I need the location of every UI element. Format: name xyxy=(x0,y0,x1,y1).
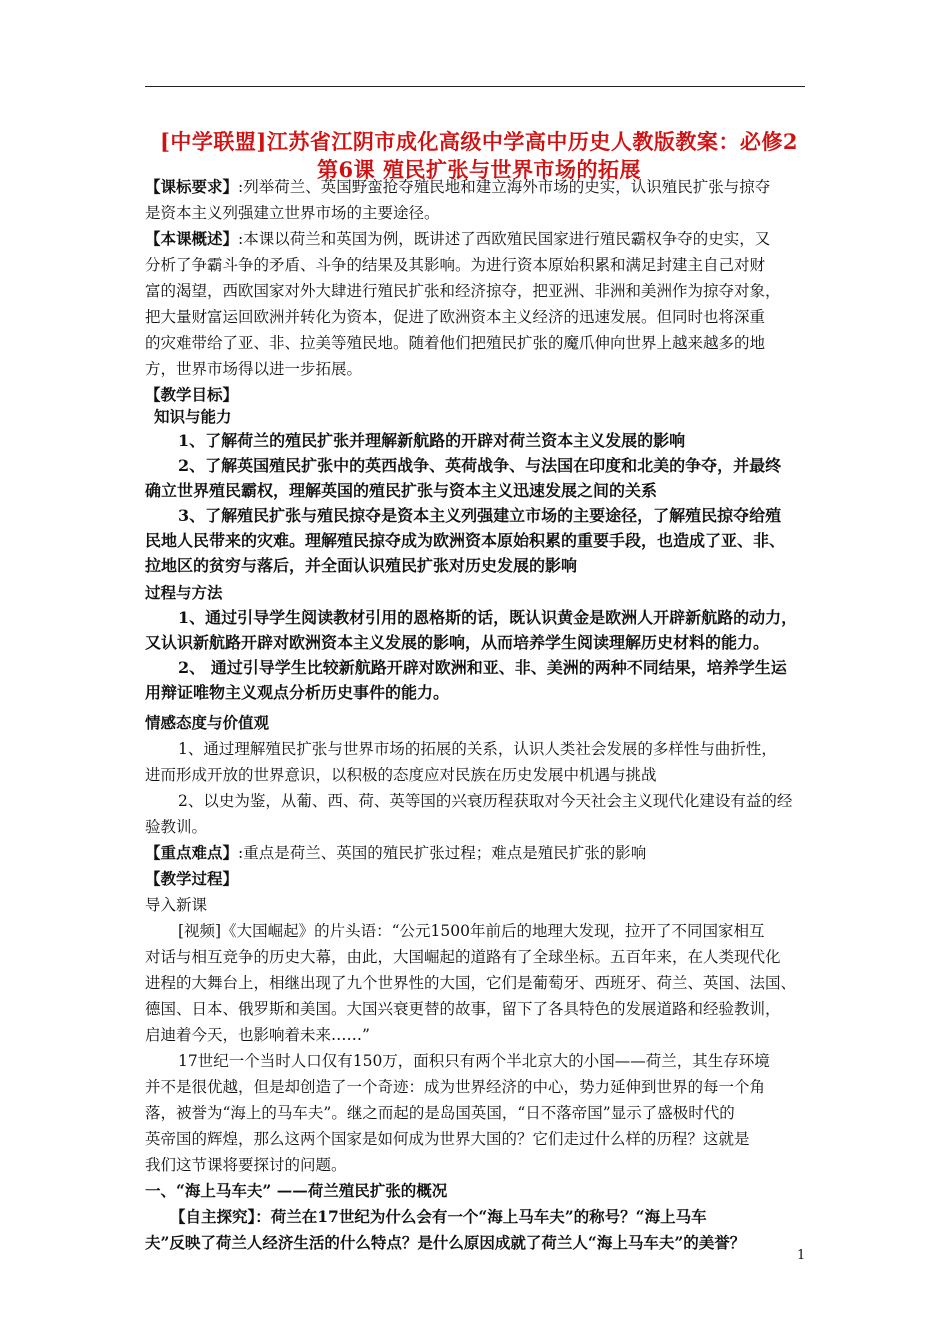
qinggan-heading: 情感态度与价值观 xyxy=(145,713,270,732)
header-rule xyxy=(145,86,805,87)
video-line-1: [视频]《大国崛起》的片头语：“公元1500年前后的地理大发现，拉开了不同国家相互 xyxy=(178,922,765,940)
kebiao-line-1: 【课标要求】:列举荷兰、英国野蛮抢夺殖民地和建立海外市场的史实，认识殖民扩张与掠夺 xyxy=(145,177,771,196)
para-line-1: 17世纪一个当时人口仅有150万，面积只有两个半北京大的小国——荷兰，其生存环境 xyxy=(178,1052,770,1070)
qinggan-line-1: 1、通过理解殖民扩张与世界市场的拓展的关系，认识人类社会发展的多样性与曲折性， xyxy=(178,740,777,758)
gaishu-label: 【本课概述】 xyxy=(145,229,239,248)
title-line-1: [中学联盟]江苏省江阴市成化高级中学高中历史人教版教案：必修2 xyxy=(160,129,798,154)
gaishu-line-5: 的灾难带给了亚、非、拉美等殖民地。随着他们把殖民扩张的魔爪伸向世界上越来越多的地 xyxy=(145,334,766,352)
qinggan-line-4: 验教训。 xyxy=(145,818,208,836)
gaishu-line-1: 【本课概述】:本课以荷兰和英国为例，既讲述了西欧殖民国家进行殖民霸权争夺的史实，又 xyxy=(145,229,771,248)
para-line-5: 我们这节课将要探讨的问题。 xyxy=(145,1156,347,1174)
guocheng-heading: 过程与方法 xyxy=(145,583,223,602)
zizhu-line-2: 夫”反映了荷兰人经济生活的什么特点？是什么原因成就了荷兰人“海上马车夫”的美誉？ xyxy=(145,1233,746,1252)
page-number: 1 xyxy=(797,1248,806,1263)
qinggan-line-3: 2、以史为鉴，从葡、西、荷、英等国的兴衰历程获取对今天社会主义现代化建设有益的经 xyxy=(178,792,793,810)
gaishu-line-2: 分析了争霸斗争的矛盾、斗争的结果及其影响。为进行资本原始积累和满足封建主自己对财 xyxy=(145,256,766,274)
jiaoxue-guocheng-label: 【教学过程】 xyxy=(145,869,239,888)
section1-heading: 一、“海上马车夫” ——荷兰殖民扩张的概况 xyxy=(145,1181,448,1200)
zhishi-heading: 知识与能力 xyxy=(154,407,232,426)
zhishi-line-5: 民地人民带来的灾难。理解殖民掠夺成为欧洲资本原始积累的重要手段，也造成了亚、非、 xyxy=(145,531,786,550)
para-line-4: 英帝国的辉煌，那么这两个国家是如何成为世界大国的？它们走过什么样的历程？这就是 xyxy=(145,1130,750,1148)
guocheng-line-4: 用辩证唯物主义观点分析历史事件的能力。 xyxy=(145,683,450,702)
video-line-3: 进程的大舞台上，相继出现了九个世界性的大国，它们是葡萄牙、西班牙、荷兰、英国、法国、 xyxy=(145,974,797,992)
guocheng-line-2: 又认识新航路开辟对欧洲资本主义发展的影响，从而培养学生阅读理解历史材料的能力。 xyxy=(145,633,770,652)
zhishi-line-4: 3、了解殖民扩张与殖民掠夺是资本主义列强建立市场的主要途径，了解殖民掠夺给殖 xyxy=(178,506,782,525)
gaishu-line-4: 把大量财富运回欧洲并转化为资本，促进了欧洲资本主义经济的迅速发展。但同时也将深重 xyxy=(145,308,766,326)
zhishi-line-1: 1、了解荷兰的殖民扩张并理解新航路的开辟对荷兰资本主义发展的影响 xyxy=(178,431,686,450)
mubiao-label: 【教学目标】 xyxy=(145,385,239,404)
para-line-2: 并不是很优越，但是却创造了一个奇迹：成为世界经济的中心，势力延伸到世界的每一个角 xyxy=(145,1078,766,1096)
video-line-2: 对话与相互竞争的历史大幕，由此，大国崛起的道路有了全球坐标。五百年来，在人类现代化 xyxy=(145,948,781,966)
gaishu-line-6: 方，世界市场得以进一步拓展。 xyxy=(145,360,363,378)
qinggan-line-2: 进而形成开放的世界意识，以积极的态度应对民族在历史发展中机遇与挑战 xyxy=(145,766,657,784)
title-line-2: 第6课 殖民扩张与世界市场的拓展 xyxy=(317,157,641,182)
zhishi-line-3: 确立世界殖民霸权，理解英国的殖民扩张与资本主义迅速发展之间的关系 xyxy=(145,481,658,500)
zhongdian-line: 【重点难点】:重点是荷兰、英国的殖民扩张过程；难点是殖民扩张的影响 xyxy=(145,843,647,862)
zhongdian-label: 【重点难点】 xyxy=(145,843,239,862)
video-line-5: 启迪着今天，也影响着未来……” xyxy=(145,1026,370,1044)
guocheng-line-1: 1、通过引导学生阅读教材引用的恩格斯的话，既认识黄金是欧洲人开辟新航路的动力， xyxy=(178,608,798,627)
para-line-3: 落，被誉为“海上的马车夫”。继之而起的是岛国英国，“日不落帝国”显示了盛极时代的 xyxy=(145,1104,735,1122)
daoru-heading: 导入新课 xyxy=(145,896,208,914)
kebiao-label: 【课标要求】 xyxy=(145,177,239,196)
guocheng-line-3: 2、 通过引导学生比较新航路开辟对欧洲和亚、非、美洲的两种不同结果，培养学生运 xyxy=(178,658,787,677)
zhishi-line-6: 拉地区的贫穷与落后，并全面认识殖民扩张对历史发展的影响 xyxy=(145,556,578,575)
kebiao-line-2: 是资本主义列强建立世界市场的主要途径。 xyxy=(145,204,440,222)
gaishu-line-3: 富的渴望，西欧国家对外大肆进行殖民扩张和经济掠夺，把亚洲、非洲和美洲作为掠夺对象， xyxy=(145,282,781,300)
zizhu-line-1: 【自主探究】：荷兰在17世纪为什么会有一个“海上马车夫”的称号？“海上马车 xyxy=(170,1207,707,1226)
zhishi-line-2: 2、了解英国殖民扩张中的英西战争、英荷战争、与法国在印度和北美的争夺，并最终 xyxy=(178,456,782,475)
video-line-4: 德国、日本、俄罗斯和美国。大国兴衰更替的故事，留下了各具特色的发展道路和经验教训， xyxy=(145,1000,781,1018)
zizhu-label: 【自主探究】 xyxy=(170,1207,256,1226)
